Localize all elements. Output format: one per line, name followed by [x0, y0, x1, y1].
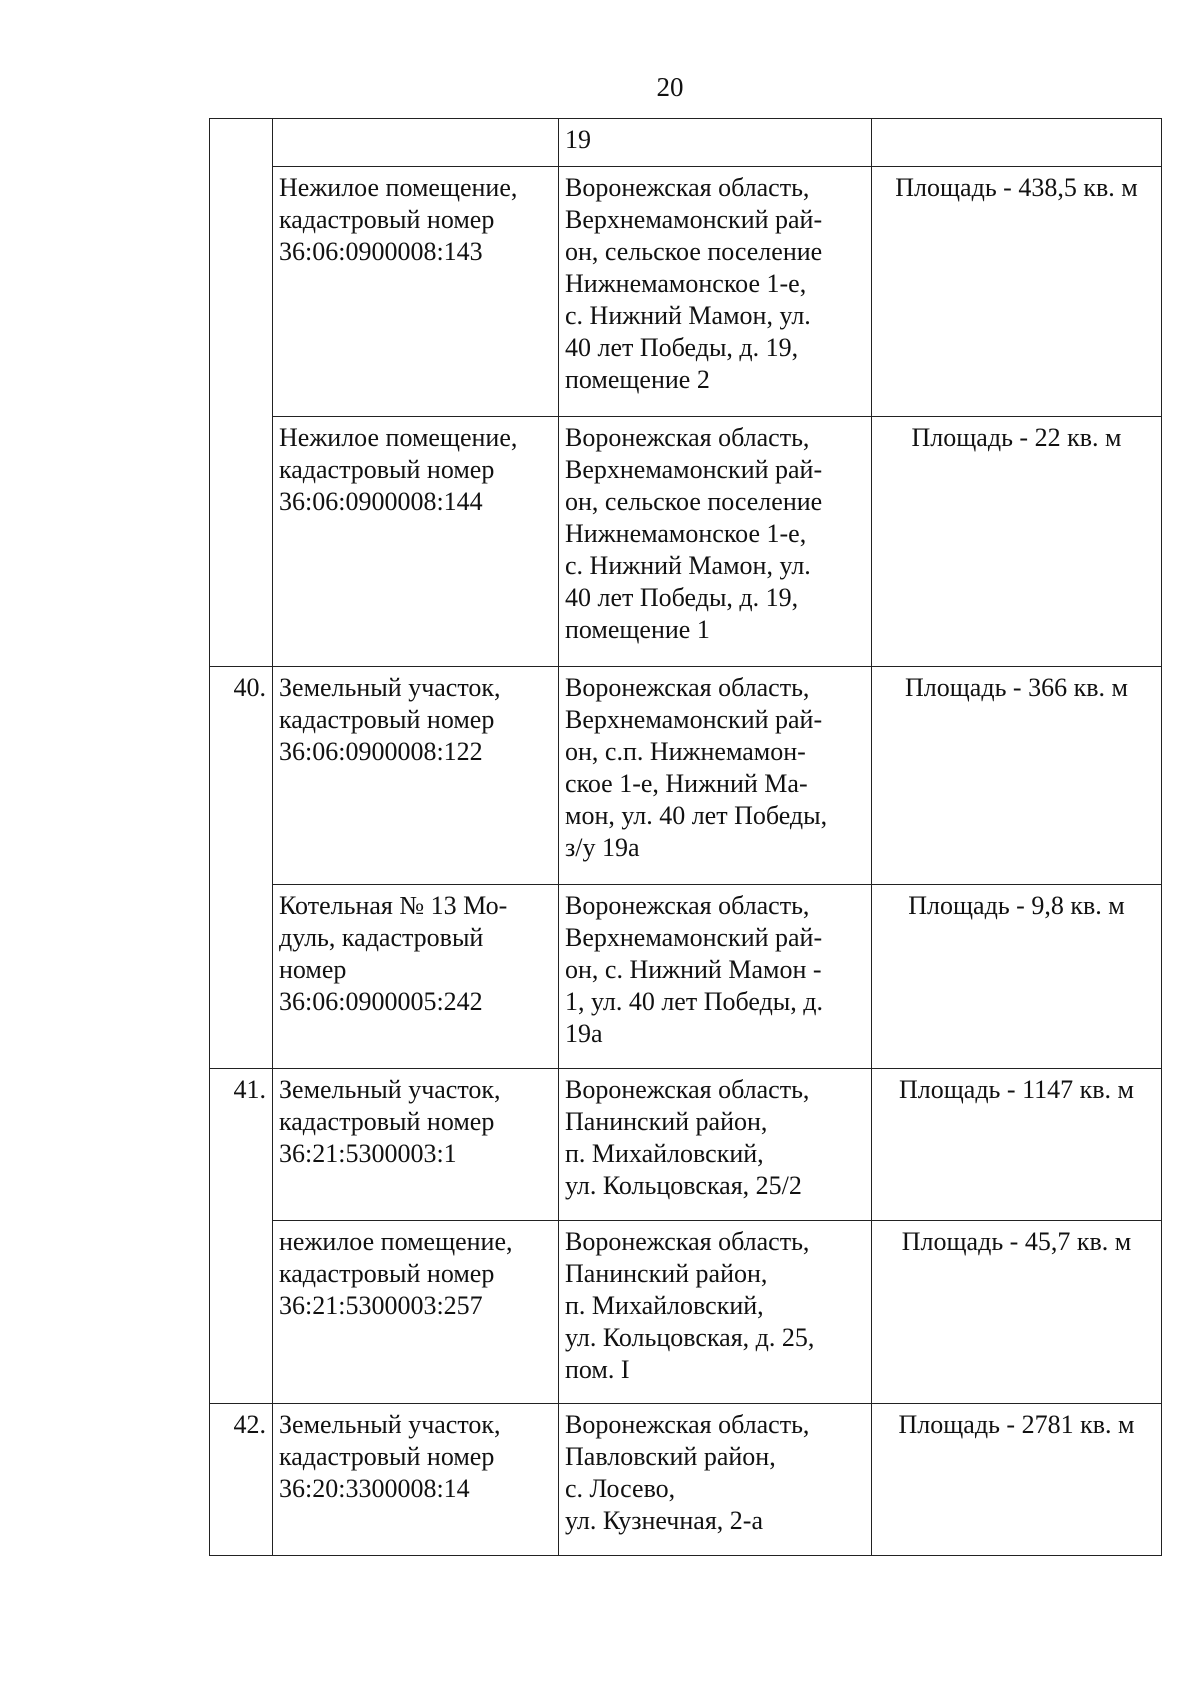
object-name [273, 1221, 559, 1404]
row-number [210, 119, 273, 167]
name-line: кадастровый номер [279, 1107, 495, 1136]
address-line: п. Михайловский, [565, 1291, 764, 1320]
table-row [210, 119, 1162, 167]
address-line: Воронежская область, [565, 423, 810, 452]
name-line: кадастровый номер [279, 455, 495, 484]
row-number: 41. [210, 1069, 273, 1221]
name-line: 36:06:0900008:143 [279, 237, 483, 266]
address-line: с. Нижний Мамон, ул. [565, 551, 811, 580]
address-line: помещение 1 [565, 615, 710, 644]
table-row [210, 1404, 1162, 1556]
object-area: Площадь - 9,8 кв. м [872, 885, 1162, 1069]
object-area: Площадь - 45,7 кв. м [872, 1221, 1162, 1404]
row-number [210, 417, 273, 667]
table-row [210, 417, 1162, 667]
object-name [273, 119, 559, 167]
object-name [273, 417, 559, 667]
name-line: 36:21:5300003:1 [279, 1139, 457, 1168]
object-address [559, 167, 872, 417]
name-line: Земельный участок, [279, 1410, 501, 1439]
address-line: Воронежская область, [565, 673, 810, 702]
object-name [273, 885, 559, 1069]
table-row [210, 885, 1162, 1069]
address-line: он, с.п. Нижнемамон- [565, 737, 806, 766]
row-number [210, 1221, 273, 1404]
property-table [209, 118, 1162, 1556]
address-line: 40 лет Победы, д. 19, [565, 583, 799, 612]
address-line: 19 [565, 125, 591, 154]
address-line: Воронежская область, [565, 173, 810, 202]
row-number: 40. [210, 667, 273, 885]
object-name [273, 167, 559, 417]
address-line: Панинский район, [565, 1107, 768, 1136]
address-line: 1, ул. 40 лет Победы, д. [565, 987, 823, 1016]
address-line: с. Лосево, [565, 1474, 676, 1503]
address-line: он, с. Нижний Мамон - [565, 955, 822, 984]
address-line: п. Михайловский, [565, 1139, 764, 1168]
address-line: Павловский район, [565, 1442, 776, 1471]
name-line: Нежилое помещение, [279, 173, 518, 202]
address-line: Панинский район, [565, 1259, 768, 1288]
page-number: 20 [656, 72, 684, 102]
table-row [210, 1069, 1162, 1221]
address-line: Верхнемамонский рай- [565, 705, 823, 734]
address-line: помещение 2 [565, 365, 710, 394]
address-line: с. Нижний Мамон, ул. [565, 301, 811, 330]
object-address [559, 885, 872, 1069]
name-line: Котельная № 13 Мо- [279, 891, 508, 920]
name-line: кадастровый номер [279, 1259, 495, 1288]
object-address [559, 1221, 872, 1404]
address-line: з/у 19а [565, 833, 640, 862]
address-line: Нижнемамонское 1-е, [565, 269, 807, 298]
table-row [210, 667, 1162, 885]
address-line: он, сельское поселение [565, 487, 823, 516]
object-area: Площадь - 366 кв. м [872, 667, 1162, 885]
address-line: ское 1-е, Нижний Ма- [565, 769, 808, 798]
table-row [210, 167, 1162, 417]
address-line: Воронежская область, [565, 891, 810, 920]
name-line: 36:06:0900005:242 [279, 987, 483, 1016]
object-name [273, 1404, 559, 1556]
name-line: кадастровый номер [279, 705, 495, 734]
name-line: 36:06:0900008:122 [279, 737, 483, 766]
name-line: кадастровый номер [279, 205, 495, 234]
address-line: ул. Кузнечная, 2-а [565, 1506, 763, 1535]
object-name [273, 667, 559, 885]
address-line: он, сельское поселение [565, 237, 823, 266]
name-line: Нежилое помещение, [279, 423, 518, 452]
name-line: нежилое помещение, [279, 1227, 513, 1256]
address-line: мон, ул. 40 лет Победы, [565, 801, 828, 830]
address-line: Воронежская область, [565, 1075, 810, 1104]
row-number [210, 167, 273, 417]
address-line: Верхнемамонский рай- [565, 205, 823, 234]
object-area: Площадь - 2781 кв. м [872, 1404, 1162, 1556]
name-line: Земельный участок, [279, 1075, 501, 1104]
object-address [559, 1069, 872, 1221]
name-line: кадастровый номер [279, 1442, 495, 1471]
name-line: 36:06:0900008:144 [279, 487, 483, 516]
name-line: 36:21:5300003:257 [279, 1291, 483, 1320]
object-address [559, 119, 872, 167]
name-line: номер [279, 955, 347, 984]
table-row [210, 1221, 1162, 1404]
object-area: Площадь - 438,5 кв. м [872, 167, 1162, 417]
name-line: 36:20:3300008:14 [279, 1474, 470, 1503]
object-address [559, 417, 872, 667]
object-address [559, 667, 872, 885]
property-table-body [210, 119, 1162, 1556]
address-line: ул. Кольцовская, 25/2 [565, 1171, 802, 1200]
address-line: пом. I [565, 1355, 630, 1384]
object-address [559, 1404, 872, 1556]
address-line: 40 лет Победы, д. 19, [565, 333, 799, 362]
address-line: Верхнемамонский рай- [565, 923, 823, 952]
object-area [872, 119, 1162, 167]
name-line: Земельный участок, [279, 673, 501, 702]
address-line: Воронежская область, [565, 1227, 810, 1256]
name-line: дуль, кадастровый [279, 923, 484, 952]
address-line: Воронежская область, [565, 1410, 810, 1439]
address-line: Нижнемамонское 1-е, [565, 519, 807, 548]
address-line: 19а [565, 1019, 603, 1048]
object-area: Площадь - 22 кв. м [872, 417, 1162, 667]
row-number: 42. [210, 1404, 273, 1556]
address-line: Верхнемамонский рай- [565, 455, 823, 484]
row-number [210, 885, 273, 1069]
object-area: Площадь - 1147 кв. м [872, 1069, 1162, 1221]
address-line: ул. Кольцовская, д. 25, [565, 1323, 815, 1352]
object-name [273, 1069, 559, 1221]
